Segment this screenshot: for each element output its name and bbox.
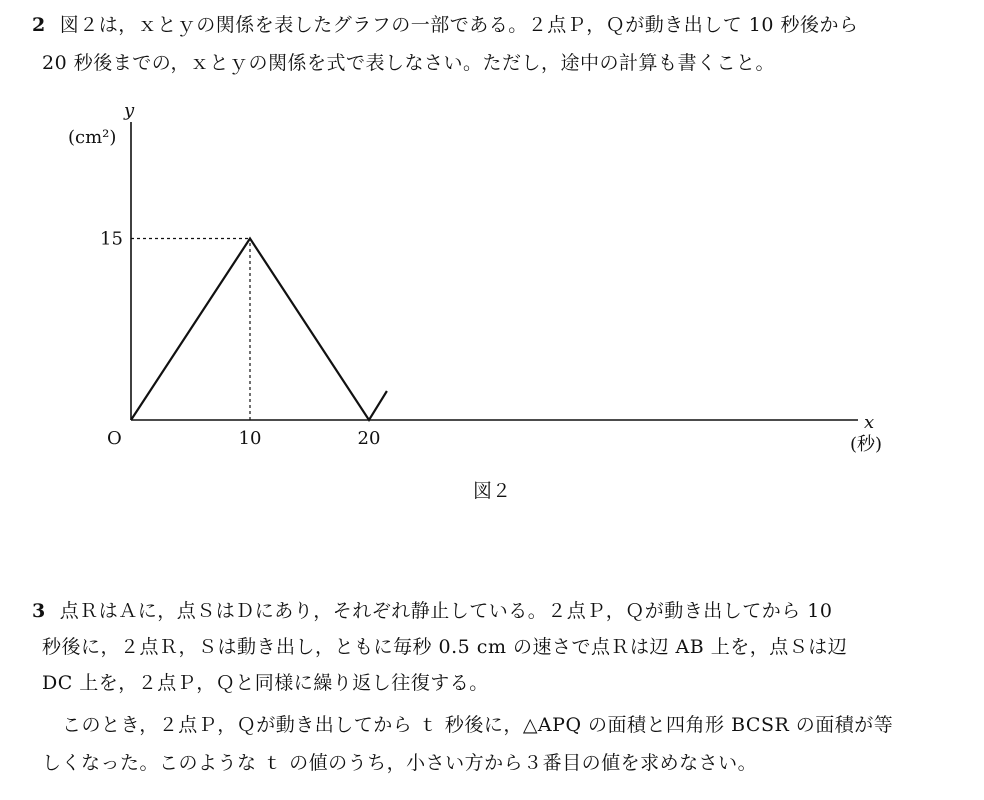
origin-label: O bbox=[107, 428, 122, 449]
q2-number: 2 bbox=[32, 14, 46, 36]
q3-line-5: しくなった。このような ｔ の値のうち，小さい方から３番目の値を求めなさい。 bbox=[42, 752, 758, 774]
x-unit-label: (秒) bbox=[850, 434, 883, 455]
figure-caption: 図２ bbox=[472, 480, 511, 502]
q2-text-1: 図２は，ｘとｙの関係を表したグラフの一部である。２点Ｐ，Ｑが動き出して 10 秒後から bbox=[59, 14, 859, 36]
x-axis-label: x bbox=[864, 412, 875, 433]
q3-text-1: 点ＲはＡに，点ＳはＤにあり，それぞれ静止している。２点Ｐ，Ｑが動き出してから 10 bbox=[59, 600, 833, 622]
y-tick-15: 15 bbox=[100, 228, 123, 250]
figure-2-graph bbox=[0, 90, 984, 510]
x-tick-20: 20 bbox=[357, 428, 381, 449]
graph-line bbox=[131, 239, 387, 421]
q2-line-1 bbox=[32, 12, 859, 38]
q2-line-2: 20 秒後までの，ｘとｙの関係を式で表しなさい。ただし，途中の計算も書くこと。 bbox=[42, 52, 775, 74]
q3-line-3: DC 上を，２点Ｐ，Ｑと同様に繰り返し往復する。 bbox=[42, 672, 489, 694]
y-axis-label: y bbox=[124, 100, 135, 121]
q3-number: 3 bbox=[32, 600, 46, 622]
q3-line-2: 秒後に，２点Ｒ，Ｓは動き出し，ともに毎秒 0.5 cm の速さで点Ｒは辺 AB 上を，点Ｓは辺 bbox=[42, 636, 848, 658]
y-unit-label: (cm²) bbox=[68, 127, 117, 148]
q3-line-1 bbox=[32, 598, 832, 624]
q3-line-4: このとき，２点Ｐ，Ｑが動き出してから ｔ 秒後に，△APQ の面積と四角形 BCSR の面積が等 bbox=[62, 714, 894, 736]
x-tick-10: 10 bbox=[238, 428, 262, 449]
